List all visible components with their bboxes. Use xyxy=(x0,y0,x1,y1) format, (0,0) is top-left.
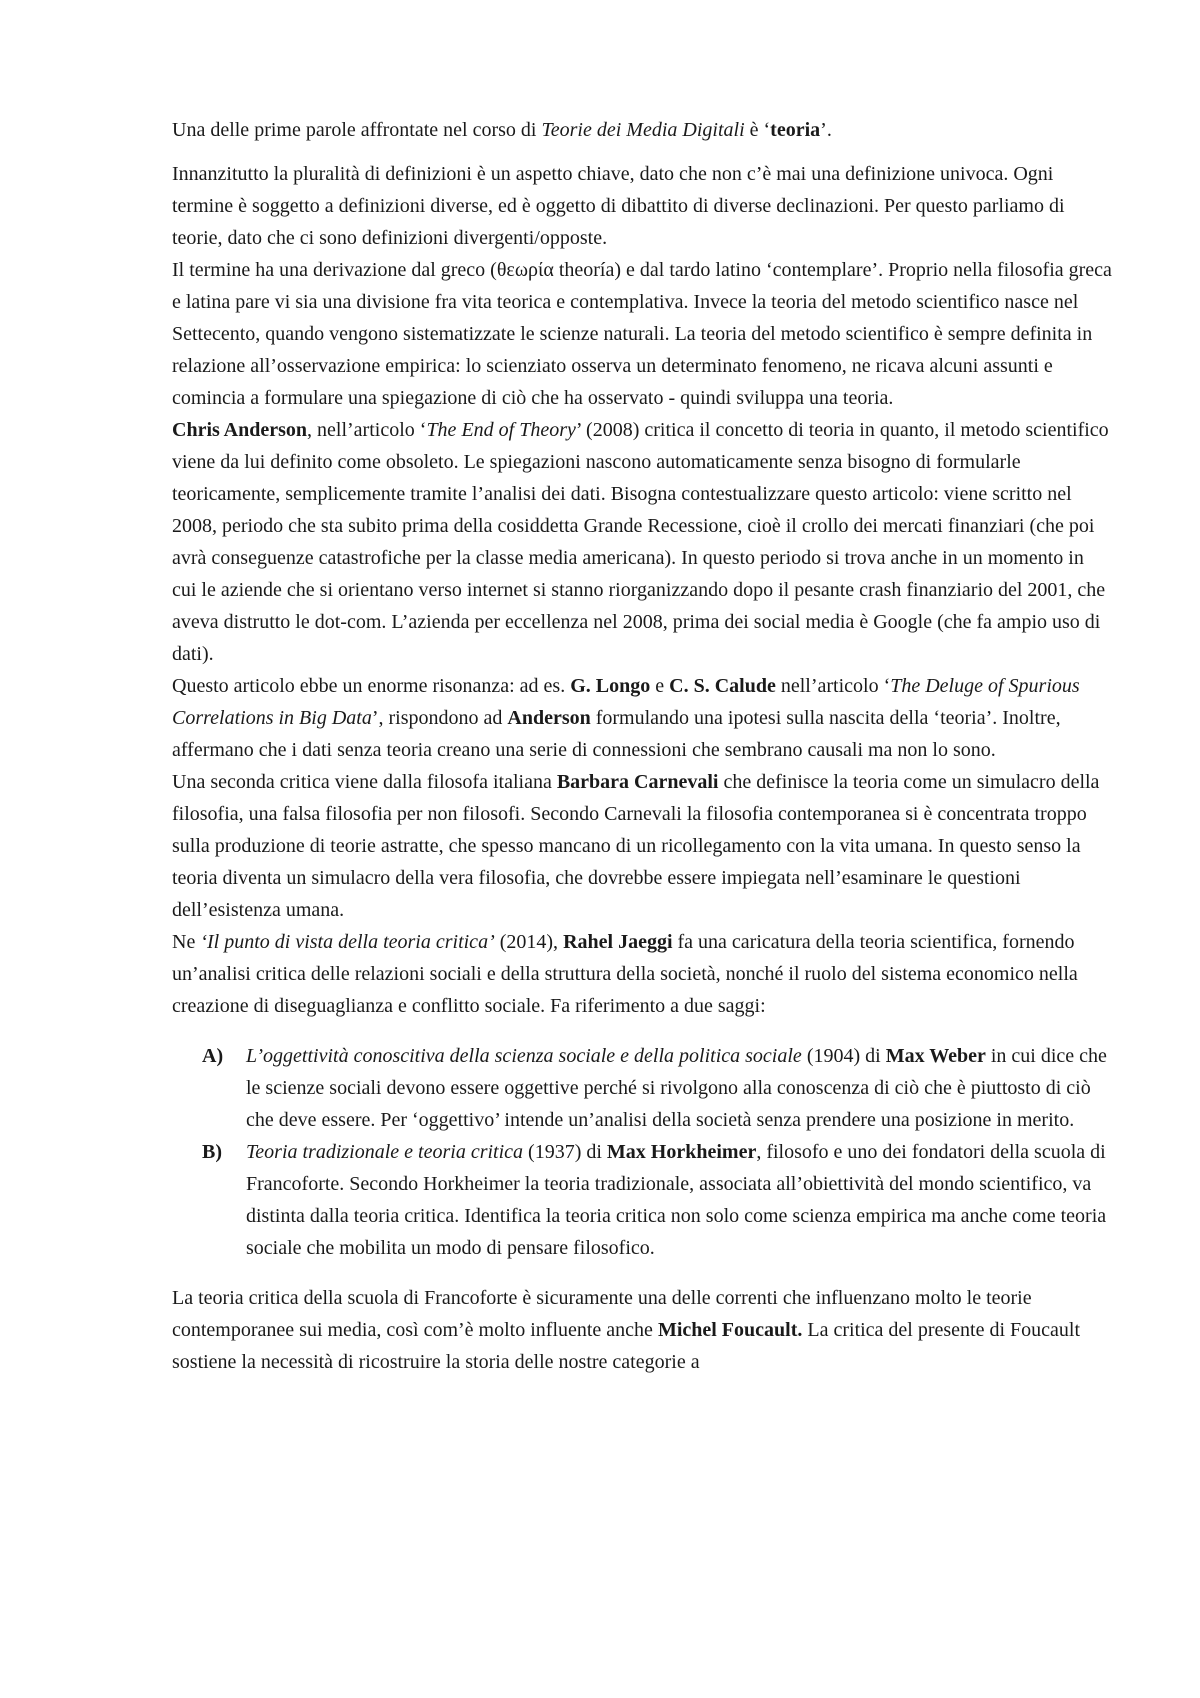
list-marker: B) xyxy=(202,1141,222,1163)
intro-text: è ‘ xyxy=(744,119,771,141)
author-name: Rahel Jaeggi xyxy=(563,931,673,953)
essay-title: L’oggettività conoscitiva della scienza sociale e della politica sociale xyxy=(246,1045,802,1067)
body-text: formulando una ipotesi sulla nascita della ‘teoria’. Inoltre, affermano che i dati senza teoria creano una serie di connessioni che sembrano causali ma non lo sono. xyxy=(172,707,1061,761)
body-text: Il termine ha una derivazione dal greco (θεωρία theoría) e dal tardo latino ‘contemplare’. Proprio nella filosofia greca e latina pare vi sia una divisione fra vita teorica e contemplativa. Invece la teoria del metodo scientifico nasce nel Settecento, quando vengono sistematizzate le scienze naturali. La teoria del metodo scientifico è sempre definita in relazione all’osservazione empirica: lo scienziato osserva un determinato fenomeno, ne ricava alcuni assunti e comincia a formulare una spiegazione di ciò che ha osservato - quindi sviluppa una teoria. xyxy=(172,259,1112,409)
list-marker: A) xyxy=(202,1045,224,1067)
article-title: The End of Theory xyxy=(426,419,576,441)
anderson-paragraph xyxy=(172,414,1112,670)
author-name: Michel Foucault. xyxy=(657,1319,803,1341)
body-text: La teoria critica della scuola di Francoforte è sicuramente una delle correnti che influenzano molto le teorie contemporanee sui media, così com’è molto influente anche xyxy=(172,1287,1032,1341)
carnevali-paragraph xyxy=(172,766,1112,926)
body-text: La critica del presente di Foucault sostiene la necessità di ricostruire la storia delle nostre categorie a xyxy=(172,1319,1081,1373)
author-name: C. S. Calude xyxy=(669,675,776,697)
document-body xyxy=(172,114,1112,1378)
intro-text: Una delle prime parole affrontate nel corso di xyxy=(172,119,542,141)
body-text: , filosofo e uno dei fondatori della scuola di Francoforte. Secondo Horkheimer la teoria tradizionale, associata all’obiettività del mondo scientifico, va distinta dalla teoria critica. Identifica la teoria critica non solo come scienza empirica ma anche come teoria sociale che mobilita un modo di pensare filosofico. xyxy=(246,1141,1107,1259)
author-name: G. Longo xyxy=(570,675,651,697)
author-name: Max Horkheimer xyxy=(606,1141,757,1163)
body-text: Questo articolo ebbe un enorme risonanza: ad es. xyxy=(172,675,571,697)
body-text: Ne xyxy=(172,931,201,953)
body-text: fa una caricatura della teoria scientifica, fornendo un’analisi critica delle relazioni sociali e della struttura della società, nonché il ruolo del sistema economico nella creazione di diseguaglianza e conflitto sociale. Fa riferimento a due saggi: xyxy=(172,931,1078,1017)
book-title: ‘Il punto di vista della teoria critica’ xyxy=(200,931,495,953)
definitions-paragraph xyxy=(172,158,1112,254)
body-text: , nell’articolo ‘ xyxy=(307,419,427,441)
body-text: ’ (2008) critica il concetto di teoria in quanto, il metodo scientifico viene da lui definito come obsoleto. Le spiegazioni nascono automaticamente senza bisogno di formularle teoricamente, semplicemente tramite l’analisi dei dati. Bisogna contestualizzare questo articolo: viene scritto nel 2008, periodo che sta subito prima della cosiddetta Grande Recessione, cioè il crollo dei mercati finanziari (che poi avrà conseguenze catastrofiche per la classe media americana). In questo periodo si trova anche in un momento in cui le aziende che si orientano verso internet si stanno riorganizzando dopo il pesante crash finanziario del 2001, che aveva distrutto le dot-com. L’azienda per eccellenza nel 2008, prima dei social media è Google (che fa ampio uso di dati). xyxy=(172,419,1109,665)
list-item xyxy=(172,1136,1112,1264)
body-text: Una seconda critica viene dalla filosofa italiana xyxy=(172,771,557,793)
key-word: teoria xyxy=(770,119,821,141)
author-name: Anderson xyxy=(507,707,591,729)
foucault-paragraph xyxy=(172,1282,1112,1378)
body-text: Innanzitutto la pluralità di definizioni è un aspetto chiave, dato che non c’è mai una definizione univoca. Ogni termine è soggetto a definizioni diverse, ed è oggetto di dibattito di diverse declinazioni. Per questo parliamo di teorie, dato che ci sono definizioni divergenti/opposte. xyxy=(172,163,1065,249)
body-text: (2014), xyxy=(494,931,564,953)
intro-text: ’. xyxy=(820,119,832,141)
author-name: Chris Anderson xyxy=(172,419,308,441)
author-name: Barbara Carnevali xyxy=(556,771,719,793)
course-title: Teorie dei Media Digitali xyxy=(541,119,745,141)
body-text: (1904) di xyxy=(801,1045,886,1067)
body-text: nell’articolo ‘ xyxy=(775,675,891,697)
essay-list xyxy=(172,1040,1112,1264)
body-text: che definisce la teoria come un simulacro della filosofia, una falsa filosofia per non filosofi. Secondo Carnevali la filosofia contemporanea si è concentrata troppo sulla produzione di teorie astratte, che spesso mancano di un ricollegamento con la vita umana. In questo senso la teoria diventa un simulacro della vera filosofia, che dovrebbe essere impiegata nell’esaminare le questioni dell’esistenza umana. xyxy=(172,771,1100,921)
essay-title: Teoria tradizionale e teoria critica xyxy=(246,1141,524,1163)
article-title: The Deluge of Spurious Correlations in Big Data xyxy=(172,675,1080,729)
jaeggi-paragraph xyxy=(172,926,1112,1022)
response-paragraph xyxy=(172,670,1112,766)
intro-paragraph xyxy=(172,114,1112,146)
body-text: (1937) di xyxy=(523,1141,607,1163)
body-text: in cui dice che le scienze sociali devono essere oggettive perché si rivolgono alla conoscenza di ciò che è piuttosto di ciò che deve essere. Per ‘oggettivo’ intende un’analisi della società senza prendere una posizione in merito. xyxy=(246,1045,1107,1131)
body-text: ’, rispondono ad xyxy=(371,707,508,729)
etymology-paragraph xyxy=(172,254,1112,414)
body-text: e xyxy=(650,675,670,697)
author-name: Max Weber xyxy=(885,1045,986,1067)
list-item xyxy=(172,1040,1112,1136)
